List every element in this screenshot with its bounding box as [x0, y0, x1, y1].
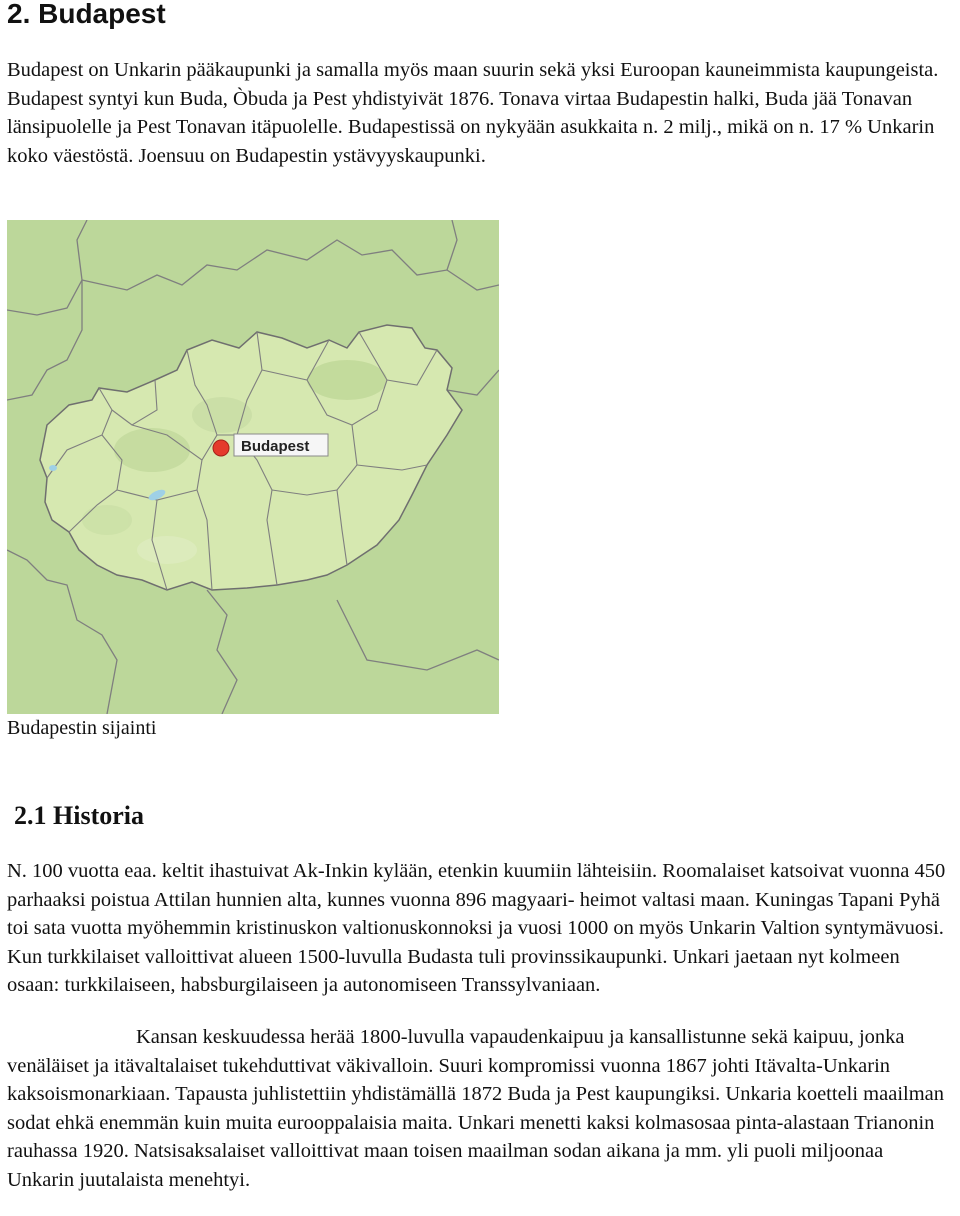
history-paragraph-2-text: Kansan keskuudessa herää 1800-luvulla vapaudenkaipuu ja kansallistunne sekä kaipuu, jonka venäläiset ja itävaltalaiset tukehduttivat väkivalloin. Suuri kompromissi vuonna 1867 johti Itävalta-Unkarin kaksoismonarkiaan. Tapausta juhlistettiin yhdistämällä 1872 Buda ja Pest kaupungiksi. Unkaria koetteli maailman sodat ehkä enemmän kuin muita eurooppalaisia maita. Unkari menetti kaksi kolmasosaa pinta-alastaan Trianonin rauhassa 1920. Natsisaksalaiset valloittivat maan toisen maailman sodan aikana ja mm. yli puoli miljoonaa Unkarin juutalaista menehtyi. [7, 1026, 945, 1191]
hungary-map [7, 220, 499, 714]
intro-paragraph: Budapest on Unkarin pääkaupunki ja samalla myös maan suurin sekä yksi Euroopan kauneimmista kaupungeista. Budapest syntyi kun Buda, Òbuda ja Pest yhdistyivät 1876. Tonava virtaa Budapestin halki, Buda jää Tonavan länsipuolelle ja Pest Tonavan itäpuolelle. Budapestissä on nykyään asukkaita n. 2 milj., mikä on n. 17 % Unkarin koko väestöstä. Joensuu on Budapestin ystävyyskaupunki. [7, 59, 939, 167]
budapest-marker-icon [213, 440, 229, 456]
map-caption: Budapestin sijainti [7, 717, 157, 739]
section-heading: 2.1 Historia [14, 801, 144, 830]
history-paragraph-2 [7, 1023, 955, 1195]
page-title: 2. Budapest [7, 0, 166, 29]
history-paragraph-1: N. 100 vuotta eaa. keltit ihastuivat Ak-Inkin kylään, etenkin kuumiin lähteisiin. Roomalaiset katsoivat vuonna 450 parhaaksi poistua Attilan hunnien alta, kunnes vuonna 896 magyaari- heimot valtasi maan. Kuningas Tapani Pyhä toi sata vuotta myöhemmin kristinuskon valtionuskonnoksi ja vuosi 1000 on myös Unkarin Valtion syntymävuosi. Kun turkkilaiset valloittivat alueen 1500-luvulla Budasta tuli provinssikaupunki. Unkari jaetaan nyt kolmeen osaan: turkkilaiseen, habsburgilaiseen ja autonomiseen Transsylvaniaan. [7, 860, 946, 997]
lake-ferto [49, 465, 57, 471]
map-city-label: Budapest [241, 438, 310, 455]
